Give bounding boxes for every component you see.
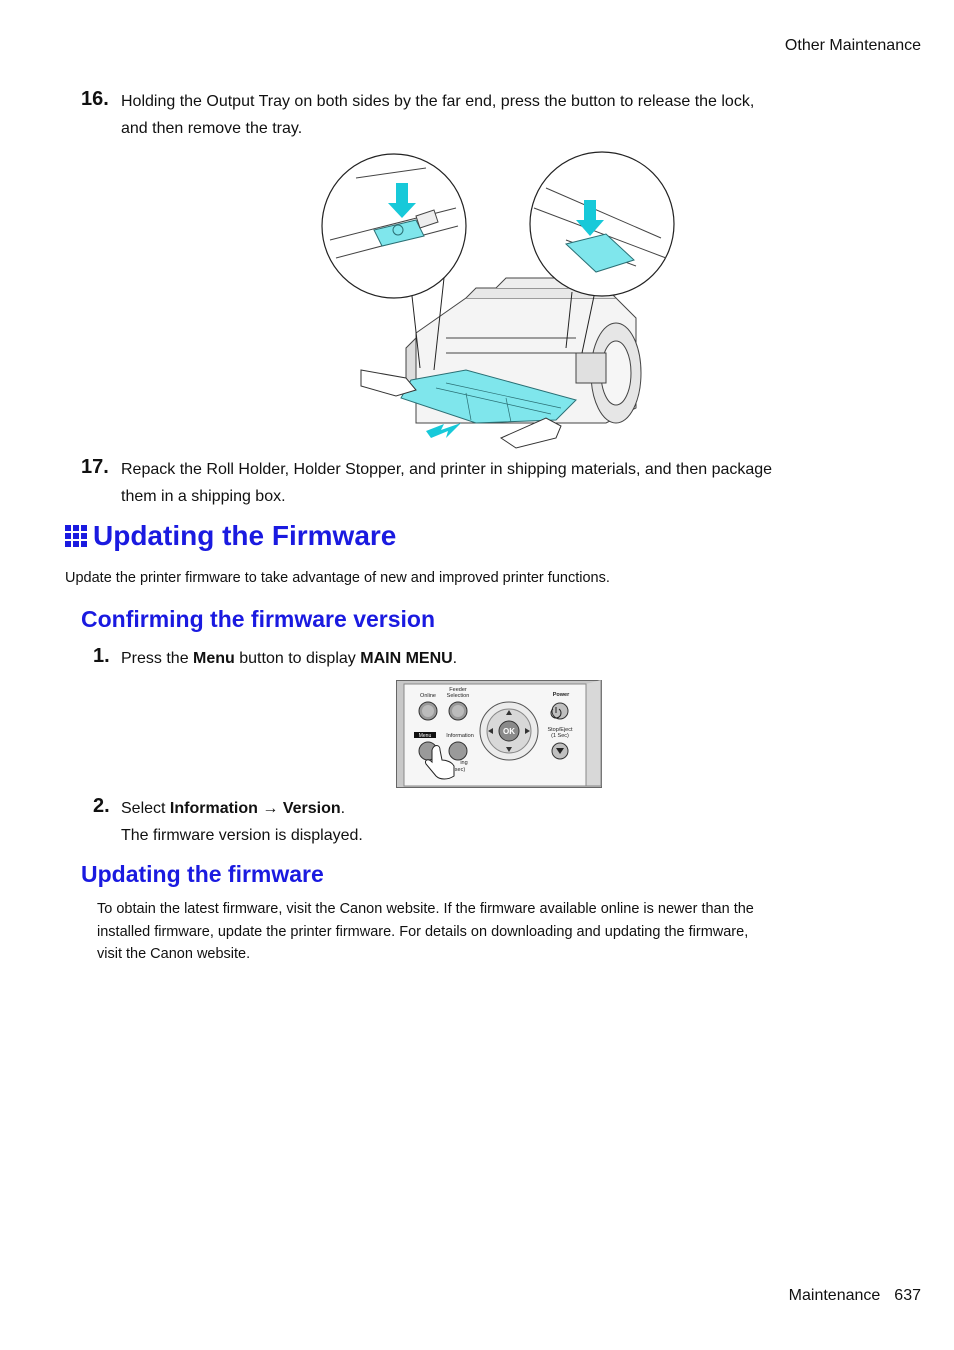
- section-title-text: Updating the Firmware: [93, 520, 397, 551]
- step-2-line2: The firmware version is displayed.: [121, 827, 363, 844]
- panel-selection-label: Selection: [446, 693, 470, 699]
- step-16-line1: Holding the Output Tray on both sides by the far end, press the button to release the lock,: [121, 93, 755, 110]
- update-line2: installed firmware, update the printer firmware. For details on downloading and updating the firmware,: [97, 923, 749, 940]
- step-17-text: [121, 456, 861, 510]
- step-17-line2: them in a shipping box.: [121, 488, 286, 505]
- panel-cleaning-partial: ing: [460, 760, 468, 766]
- step-1-mid: button to display: [234, 650, 361, 667]
- update-line3: visit the Canon website.: [97, 946, 251, 962]
- zoom-circle-right: [530, 152, 674, 296]
- footer-section: Maintenance: [788, 1287, 881, 1304]
- step-number-1: 1.: [93, 645, 110, 667]
- panel-feeder-label: Feeder: [449, 687, 467, 693]
- step-1-pre: Press the: [121, 650, 194, 667]
- panel-online-label: Online: [420, 693, 436, 699]
- step-2-line1: [121, 795, 861, 822]
- section-title: [65, 520, 396, 552]
- step-2-post: .: [340, 800, 346, 817]
- page-number: 637: [894, 1287, 921, 1304]
- update-line1: To obtain the latest firmware, visit the Canon website. If the firmware available online is newer than the: [97, 901, 754, 917]
- update-paragraph: [97, 898, 857, 966]
- step-16-line2: and then remove the tray.: [121, 120, 303, 137]
- panel-one-sec-label: (1 Sec): [551, 733, 569, 739]
- step-17-line1: Repack the Roll Holder, Holder Stopper, and printer in shipping materials, and then package: [121, 461, 773, 478]
- zoom-circle-left: [322, 154, 466, 298]
- arrow-glyph: →: [257, 800, 283, 817]
- panel-stop-eject-label: Stop/Eject: [547, 727, 573, 733]
- running-header: Other Maintenance: [784, 37, 921, 54]
- main-menu-term: MAIN MENU: [360, 650, 453, 667]
- panel-menu-label: Menu: [418, 733, 432, 739]
- step-16-text: [121, 88, 861, 142]
- section-grid-icon: [65, 525, 87, 547]
- control-panel-illustration: [396, 680, 602, 788]
- subsection-title-update: Updating the firmware: [81, 861, 324, 887]
- step-1-post: .: [452, 650, 458, 667]
- information-button: [449, 742, 467, 760]
- output-tray-illustration: [316, 148, 676, 450]
- step-2-text: [121, 795, 861, 849]
- step-number-16: 16.: [81, 88, 109, 110]
- panel-information-label: Information: [446, 733, 474, 739]
- panel-sec-partial: sec): [454, 767, 466, 773]
- subsection-title-confirm: Confirming the firmware version: [81, 606, 436, 632]
- information-term: Information: [169, 800, 258, 817]
- panel-power-label: Power: [552, 692, 570, 698]
- dpad: [480, 702, 538, 760]
- version-term: Version: [282, 800, 341, 817]
- step-number-17: 17.: [81, 456, 109, 478]
- pull-arrow: [426, 423, 461, 438]
- ok-button-label: OK: [503, 727, 515, 736]
- step-1-text: [121, 645, 861, 672]
- menu-term: Menu: [193, 650, 235, 667]
- section-intro: Update the printer firmware to take advantage of new and improved printer functions.: [65, 570, 610, 586]
- page-footer: [789, 1287, 921, 1305]
- step-number-2: 2.: [93, 795, 110, 817]
- step-2-pre: Select: [121, 800, 170, 817]
